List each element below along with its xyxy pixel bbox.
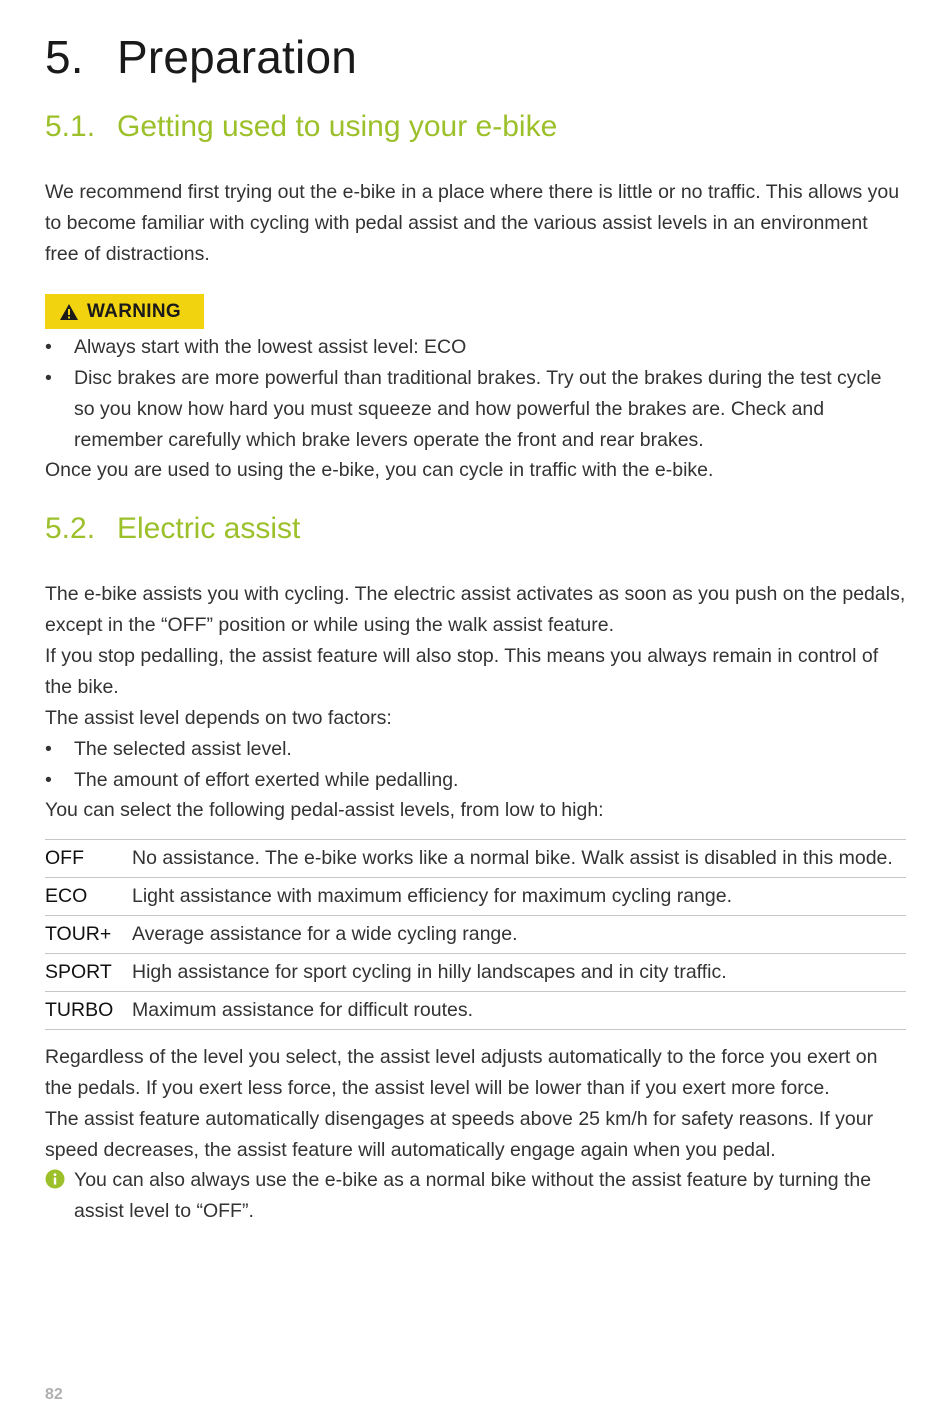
section-title-getting-used xyxy=(45,110,557,144)
level-description: Average assistance for a wide cycling range. xyxy=(132,916,906,954)
assist-paragraph-4: You can select the following pedal-assist levels, from low to high: xyxy=(45,799,604,821)
level-description: No assistance. The e-bike works like a normal bike. Walk assist is disabled in this mode. xyxy=(132,840,906,878)
assist-paragraph-5: Regardless of the level you select, the assist level adjusts automatically to the force you exert on the pedals. If you exert less force, the assist level will be lower than if you exert more force. xyxy=(45,1046,878,1099)
list-item: • Always start with the lowest assist level: ECO xyxy=(45,332,906,363)
bullet: • xyxy=(45,336,52,358)
assist-paragraph-6: The assist feature automatically disengages at speeds above 25 km/h for safety reasons. If your speed decreases, the assist feature will automatically engage again when you pedal. xyxy=(45,1108,874,1161)
page-number: 82 xyxy=(45,1386,63,1403)
info-circle-icon xyxy=(45,1169,65,1189)
assist-levels-table xyxy=(45,839,906,1030)
info-note xyxy=(45,1165,906,1227)
level-name: TURBO xyxy=(45,992,132,1030)
table-row xyxy=(45,878,906,916)
bullet: • xyxy=(45,367,52,389)
bullet: • xyxy=(45,769,52,791)
level-description: Maximum assistance for difficult routes. xyxy=(132,992,906,1030)
section-title-text: Electric assist xyxy=(117,512,301,545)
level-description: High assistance for sport cycling in hilly landscapes and in city traffic. xyxy=(132,954,906,992)
assist-paragraph-3: The assist level depends on two factors: xyxy=(45,707,392,729)
section-number: 5.2. xyxy=(45,512,96,545)
list-item: • Disc brakes are more powerful than traditional brakes. Try out the brakes during the test cycle so you know how hard you must squeeze and how powerful the brakes are. Check and remember carefully which brake levers operate the front and rear brakes. xyxy=(45,363,906,456)
warning-banner xyxy=(45,294,204,329)
level-name: SPORT xyxy=(45,954,132,992)
chapter-number: 5. xyxy=(45,31,84,83)
after-warning-paragraph: Once you are used to using the e-bike, you can cycle in traffic with the e-bike. xyxy=(45,459,714,481)
factors-list xyxy=(45,734,906,796)
level-description: Light assistance with maximum efficiency for maximum cycling range. xyxy=(132,878,906,916)
level-name: OFF xyxy=(45,840,132,878)
table-row xyxy=(45,954,906,992)
level-name: TOUR+ xyxy=(45,916,132,954)
warning-triangle-icon xyxy=(59,303,79,321)
assist-paragraph-2: If you stop pedalling, the assist feature will also stop. This means you always remain in control of the bike. xyxy=(45,645,879,698)
bullet: • xyxy=(45,738,52,760)
table-row xyxy=(45,916,906,954)
warning-list xyxy=(45,332,906,456)
intro-paragraph: We recommend first trying out the e-bike in a place where there is little or no traffic. This allows you to become familiar with cycling with pedal assist and the various assist levels in an environment free of distractions. xyxy=(45,181,900,265)
table-row xyxy=(45,992,906,1030)
list-item: • The selected assist level. xyxy=(45,734,906,765)
level-name: ECO xyxy=(45,878,132,916)
section-title-text: Getting used to using your e-bike xyxy=(117,110,558,143)
assist-paragraph-1: The e-bike assists you with cycling. The electric assist activates as soon as you push on the pedals, except in the “OFF” position or while using the walk assist feature. xyxy=(45,583,906,636)
warning-label: WARNING xyxy=(87,300,181,322)
section-title-electric-assist xyxy=(45,512,300,546)
info-note-text: You can also always use the e-bike as a normal bike without the assist feature by turning the assist level to “OFF”. xyxy=(74,1169,872,1222)
chapter-title xyxy=(45,30,357,84)
list-item: • The amount of effort exerted while pedalling. xyxy=(45,765,906,796)
chapter-title-text: Preparation xyxy=(117,31,358,83)
section-number: 5.1. xyxy=(45,110,96,143)
table-row xyxy=(45,840,906,878)
